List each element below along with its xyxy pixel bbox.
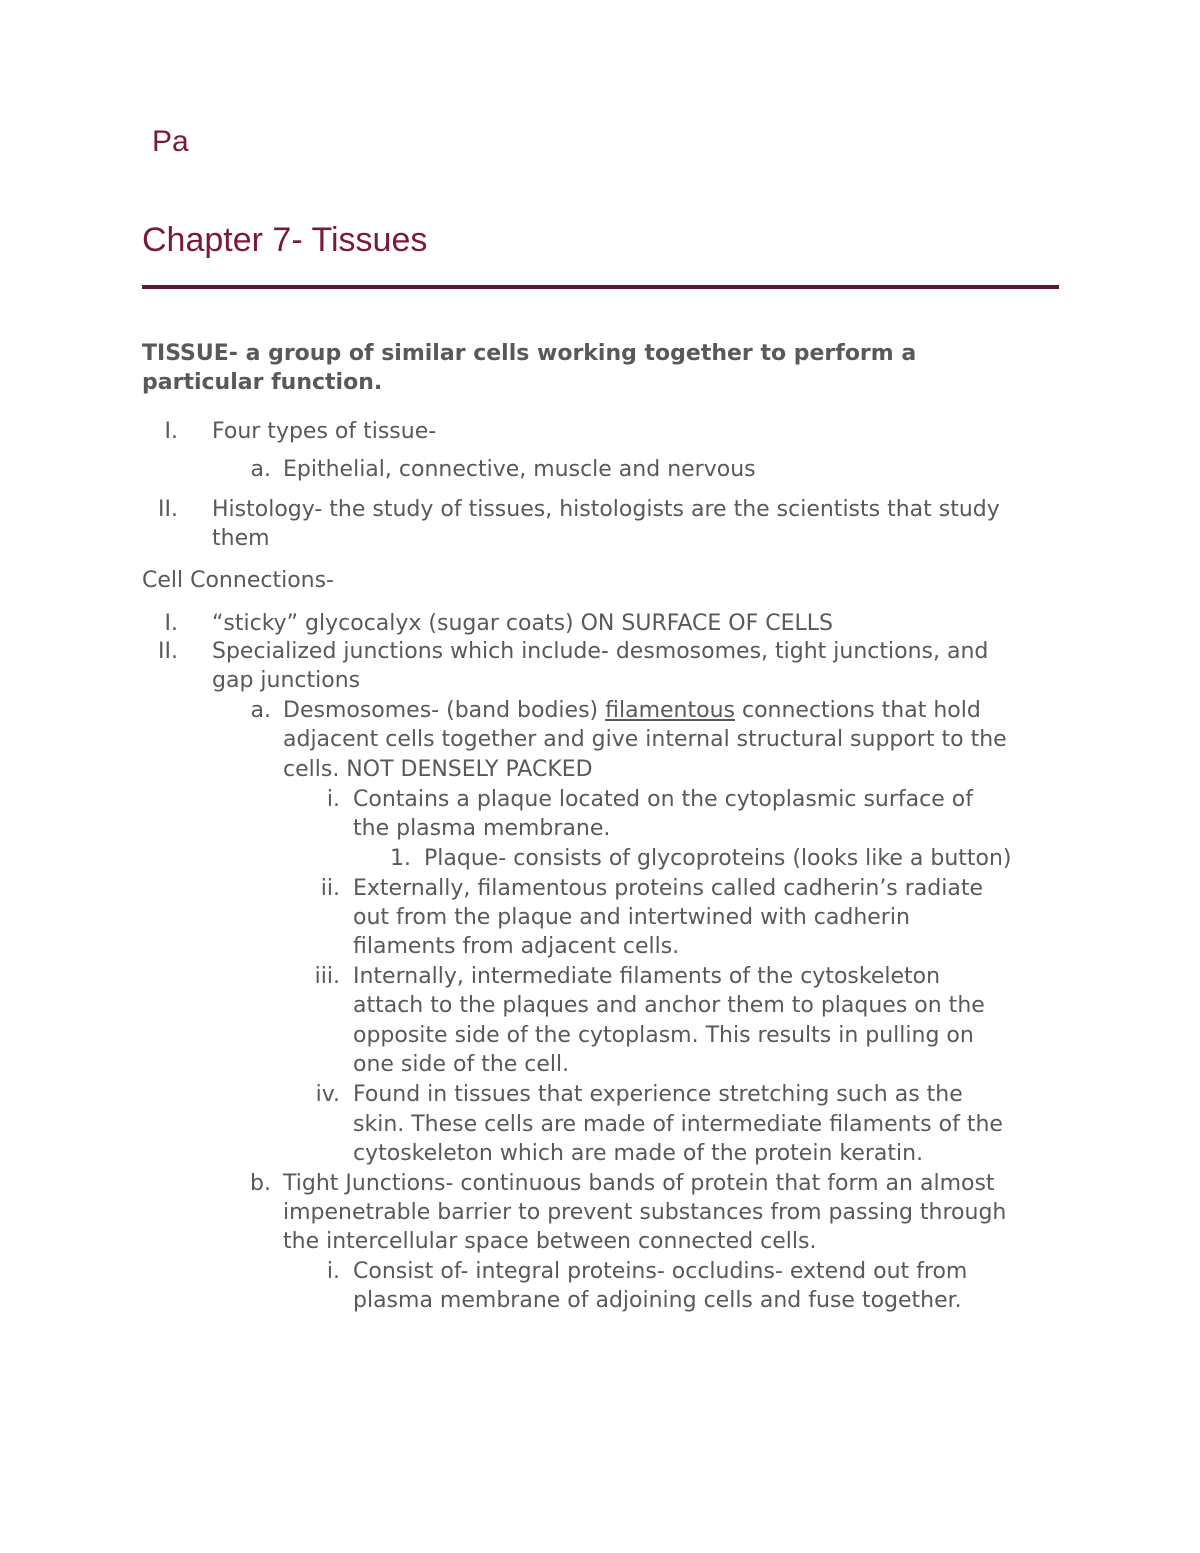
- list-item-histology-line-1: Histology- the study of tissues, histologists are the scientists that study: [212, 497, 1000, 522]
- desmosomes-text: connections that hold: [734, 698, 981, 723]
- occludins-line-1: Consist of- integral proteins- occludins- extend out from: [353, 1259, 968, 1284]
- desmosomes-line-3: cells. NOT DENSELY PACKED: [283, 757, 593, 782]
- list-item-junctions-line-2: gap junctions: [212, 668, 361, 693]
- list-marker: b.: [250, 1171, 271, 1196]
- list-marker: iii.: [314, 964, 340, 989]
- page-title: Chapter 7- Tissues: [142, 221, 428, 259]
- list-marker: ii.: [320, 876, 340, 901]
- list-item-tissue-types: Epithelial, connective, muscle and nervous: [283, 457, 756, 482]
- cadherin-line-2: out from the plaque and intertwined with cadherin: [353, 905, 910, 930]
- list-marker: I.: [164, 419, 178, 444]
- tight-junctions-line-1: Tight Junctions- continuous bands of protein that form an almost: [283, 1171, 995, 1196]
- list-item-junctions-line-1: Specialized junctions which include- desmosomes, tight junctions, and: [212, 639, 989, 664]
- occludins-line-2: plasma membrane of adjoining cells and fuse together.: [353, 1288, 962, 1313]
- desmosomes-text: Desmosomes- (band bodies): [283, 698, 606, 723]
- plaque-glycoproteins: Plaque- consists of glycoproteins (looks like a button): [424, 846, 1012, 871]
- list-item-glycocalyx: “sticky” glycocalyx (sugar coats) ON SURFACE OF CELLS: [212, 611, 833, 636]
- cadherin-line-1: Externally, filamentous proteins called cadherin’s radiate: [353, 876, 984, 901]
- underlined-term: filamentous: [605, 698, 735, 723]
- list-marker: II.: [158, 639, 178, 664]
- title-divider: [142, 285, 1059, 289]
- list-item-histology-line-2: them: [212, 526, 270, 551]
- definition-line-2: particular function.: [142, 370, 383, 395]
- list-marker: I.: [164, 611, 178, 636]
- cadherin-line-3: filaments from adjacent cells.: [353, 934, 680, 959]
- tight-junctions-line-3: the intercellular space between connected cells.: [283, 1229, 817, 1254]
- list-marker: a.: [250, 698, 271, 723]
- stretching-line-3: cytoskeleton which are made of the protein keratin.: [353, 1141, 924, 1166]
- intermediate-filaments-line-4: one side of the cell.: [353, 1052, 570, 1077]
- section-heading: Cell Connections-: [142, 568, 334, 593]
- list-item-four-types: Four types of tissue-: [212, 419, 437, 444]
- plaque-line-2: the plasma membrane.: [353, 816, 611, 841]
- desmosomes-line-2: adjacent cells together and give internal structural support to the: [283, 727, 1007, 752]
- list-marker: i.: [326, 1259, 340, 1284]
- list-marker: 1.: [390, 846, 411, 871]
- definition-line-1: TISSUE- a group of similar cells working together to perform a: [142, 341, 917, 366]
- intermediate-filaments-line-1: Internally, intermediate filaments of the cytoskeleton: [353, 964, 941, 989]
- list-marker: i.: [326, 787, 340, 812]
- stretching-line-1: Found in tissues that experience stretching such as the: [353, 1082, 963, 1107]
- list-marker: II.: [158, 497, 178, 522]
- list-marker: a.: [250, 457, 271, 482]
- plaque-line-1: Contains a plaque located on the cytoplasmic surface of: [353, 787, 973, 812]
- desmosomes-line-1: [283, 696, 981, 725]
- tight-junctions-line-2: impenetrable barrier to prevent substances from passing through: [283, 1200, 1007, 1225]
- page-header: Pa: [152, 125, 189, 158]
- intermediate-filaments-line-3: opposite side of the cytoplasm. This results in pulling on: [353, 1023, 974, 1048]
- list-marker: iv.: [315, 1082, 340, 1107]
- intermediate-filaments-line-2: attach to the plaques and anchor them to plaques on the: [353, 993, 985, 1018]
- stretching-line-2: skin. These cells are made of intermediate filaments of the: [353, 1112, 1003, 1137]
